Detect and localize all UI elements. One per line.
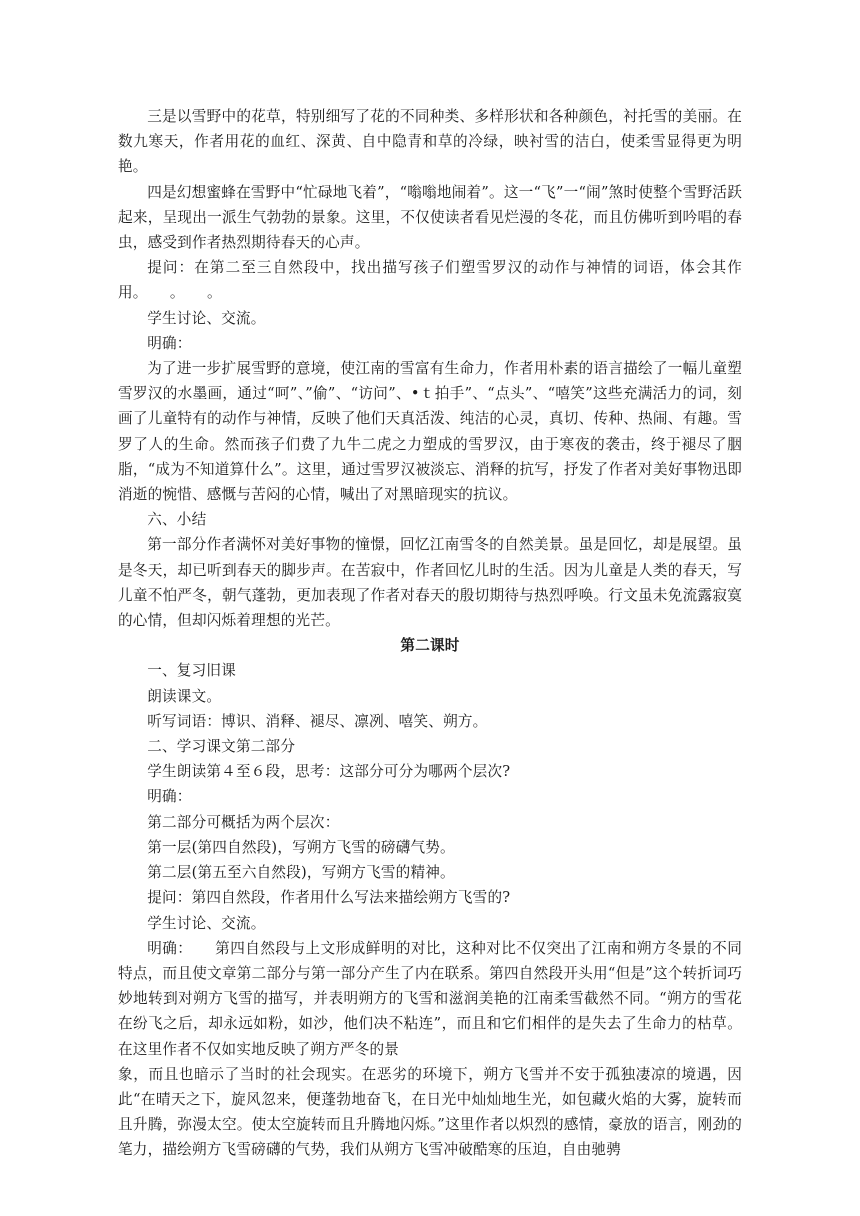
paragraph-discussion-2: 学生讨论、交流。 [147,914,266,932]
paragraph-summary: 第一部分作者满怀对美好事物的憧憬，回忆江南雪冬的自然美景。虽是回忆，却是展望。虽是冬天，却已听到春天的脚步声。在苦寂中，作者回忆儿时的生活。因为儿童是人类的春天，写儿童不怕严冬，朝气蓬勃，更加表现了作者对春天的殷切期待与热烈呼唤。行文虽未免流露寂寞的心情，但却闪烁着理想的光芒。 [118,536,742,630]
section-part-two-title: 二、学习课文第二部分 [147,738,296,756]
paragraph-read-question: 学生朗读第４至６段，思考：这部分可分为哪两个层次? [147,763,511,781]
paragraph-bees: 四是幻想蜜蜂在雪野中“忙碌地飞着”，“嗡嗡地闹着”。这一“飞”一“闹”煞时使整个雪野活跃起来，呈现出一派生气勃勃的景象。这里，不仅使读者看见烂漫的冬花，而且仿佛听到吟唱的春虫，感受到作者热烈期待春天的心声。 [118,183,742,252]
paragraph-level-one: 第一层(第四自然段)，写朔方飞雪的磅礴气势。 [147,838,455,856]
paragraph-continuation: 象，而且也暗示了当时的社会现实。在恶劣的环境下，朔方飞雪并不安于孤独凄凉的境遇，因此“在晴天之下，旋风忽来，便蓬勃地奋飞，在日光中灿灿地生光，如包藏火焰的大雾，旋转而且升腾，弥漫太空。使太空旋转而且升腾地闪烁。”这里作者以炽烈的感情，豪放的语言，刚劲的笔力，描绘朔方飞雪磅礴的气势，我们从朔方飞雪冲破酷寒的压迫，自由驰骋 [118,1065,742,1159]
paragraph-clarify-2: 明确： [147,788,192,806]
paragraph-read-text: 朗读课文。 [147,687,222,705]
section-review-title: 一、复习旧课 [147,662,236,680]
lesson-two-heading: 第二课时 [400,637,460,655]
document-body [118,104,742,1163]
paragraph-question-snowman: 提问：在第二至三自然段中，找出描写孩子们塑雪罗汉的动作与神情的词语，体会其作用。 。 。 [118,259,742,302]
paragraph-level-two: 第二层(第五至六自然段)，写朔方飞雪的精神。 [147,864,455,882]
paragraph-two-levels: 第二部分可概括为两个层次： [147,813,340,831]
paragraph-flowers: 三是以雪野中的花草，特别细写了花的不同种类、多样形状和各种颜色，衬托雪的美丽。在数九寒天，作者用花的血红、深黄、自中隐青和草的冷绿，映衬雪的洁白，使柔雪显得更为明艳。 [118,108,742,176]
paragraph-dictation: 听写词语：博识、消释、褪尽、凛冽、嘻笑、朔方。 [147,712,488,730]
paragraph-clarify-contrast: 明确： 第四自然段与上文形成鲜明的对比，这种对比不仅突出了江南和朔方冬景的不同特点，而且使文章第二部分与第一部分产生了内在联系。第四自然段开头用“但是”这个转折词巧妙地转到对朔方飞雪的描写，并表明朔方的飞雪和滋润美艳的江南柔雪截然不同。“朔方的雪花在纷飞之后，却永远如粉，如沙，他们决不粘连”，而且和它们相伴的是失去了生命力的枯草。在这里作者不仅如实地反映了朔方严冬的景 [118,939,742,1058]
paragraph-question-method: 提问：第四自然段，作者用什么写法来描绘朔方飞雪的? [147,889,511,907]
section-summary-title: 六、小结 [147,511,207,529]
paragraph-discussion-1: 学生讨论、交流。 [147,309,266,327]
paragraph-clarify-1: 明确： [147,334,192,352]
paragraph-snowman-analysis: 为了进一步扩展雪野的意境，使江南的雪富有生命力，作者用朴素的语言描绘了一幅儿童塑雪罗汉的水墨画，通过“呵”、”偷”、“访问”、•ｔ拍手”、“点头”、“嘻笑”这些充满活力的词，刻画了儿童特有的动作与神情，反映了他们天真活泼、纯洁的心灵，真切、传种、热闹、有趣。雪罗了人的生命。然而孩子们费了九牛二虎之力塑成的雪罗汉，由于寒夜的袭击，终于褪尽了胭脂，“成为不知道算什么”。这里，通过雪罗汉被淡忘、消释的抗写，抒发了作者对美好事物迅即消逝的惋惜、感慨与苦闷的心情，喊出了对黑暗现实的抗议。 [118,360,742,504]
